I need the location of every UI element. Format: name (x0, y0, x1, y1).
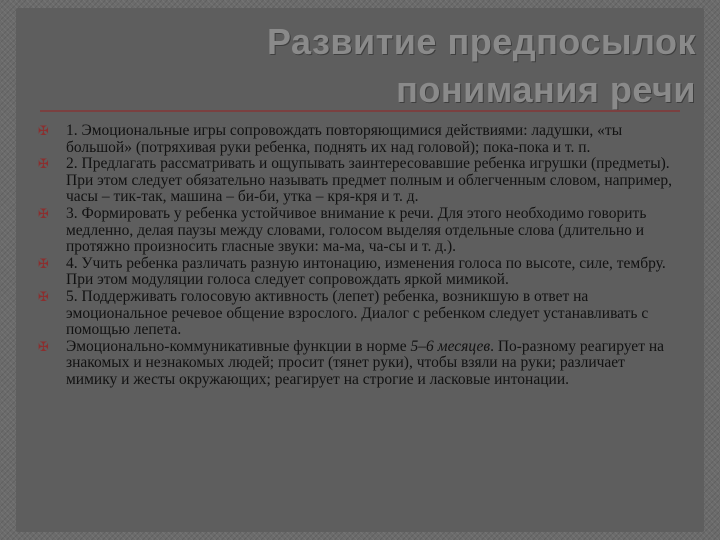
cross-bullet-icon: ✠ (38, 339, 49, 355)
list-item-text: 4. Учить ребенка различать разную интонацию, изменения голоса по высоте, силе, тембру. При этом модуляции голоса следует сопровождать яркой мимикой. (66, 254, 666, 289)
list-item-text: 1. Эмоциональные игры сопровождать повторяющимися действиями: ладушки, «ты большой» (потряхивая руки ребенка, поднять их над головой); пока-пока и т. п. (66, 122, 623, 156)
list-item-1 (38, 123, 678, 156)
cross-bullet-icon: ✠ (38, 124, 49, 139)
cross-bullet-icon: ✠ (38, 289, 49, 305)
title-line-1: Развитие предпосылок (267, 21, 696, 62)
list-item-5 (38, 289, 678, 339)
norm-text-before: Эмоционально-коммуникативные функции в норме (66, 337, 411, 355)
title-divider (40, 110, 680, 112)
cross-bullet-icon: ✠ (38, 256, 49, 272)
norm-age-emphasis: 5–6 месяцев (410, 337, 491, 355)
norm-text-after: . По-разному реагирует на знакомых и незнакомых людей; просит (тянет руки), чтобы взяли на руки; различает мимику и жесты окружающих; реагирует на строгие и ласковые интонации. (66, 337, 665, 388)
slide-title (136, 18, 696, 114)
list-item-text: 5. Поддерживать голосовую активность (лепет) ребенка, возникшую в ответ на эмоциональное речевое общение взрослого. Диалог с ребенком следует устанавливать с помощью лепета. (66, 287, 649, 339)
content-list (38, 123, 678, 389)
list-item-2 (38, 156, 678, 206)
list-item-6 (38, 339, 678, 389)
title-line-2: понимания речи (396, 69, 696, 110)
list-item-text: 2. Предлагать рассматривать и ощупывать заинтересовавшие ребенка игрушки (предметы). При этом следует обязательно называть предмет полным и облегченным словом, например, часы – тик-так, машина – би-би, утка – кря-кря и т. д. (66, 155, 672, 206)
list-item-4 (38, 256, 678, 289)
cross-bullet-icon: ✠ (38, 206, 49, 222)
cross-bullet-icon: ✠ (38, 157, 49, 173)
list-item-text (66, 338, 664, 388)
list-item-3 (38, 206, 678, 256)
list-item-text: 3. Формировать у ребенка устойчивое внимание к речи. Для этого необходимо говорить медленно, делая паузы между словами, голосом выделяя отдельные слова (длительно и протяжно произносить гласные звуки: ма-ма, ча-сы и т. д.). (66, 204, 647, 256)
